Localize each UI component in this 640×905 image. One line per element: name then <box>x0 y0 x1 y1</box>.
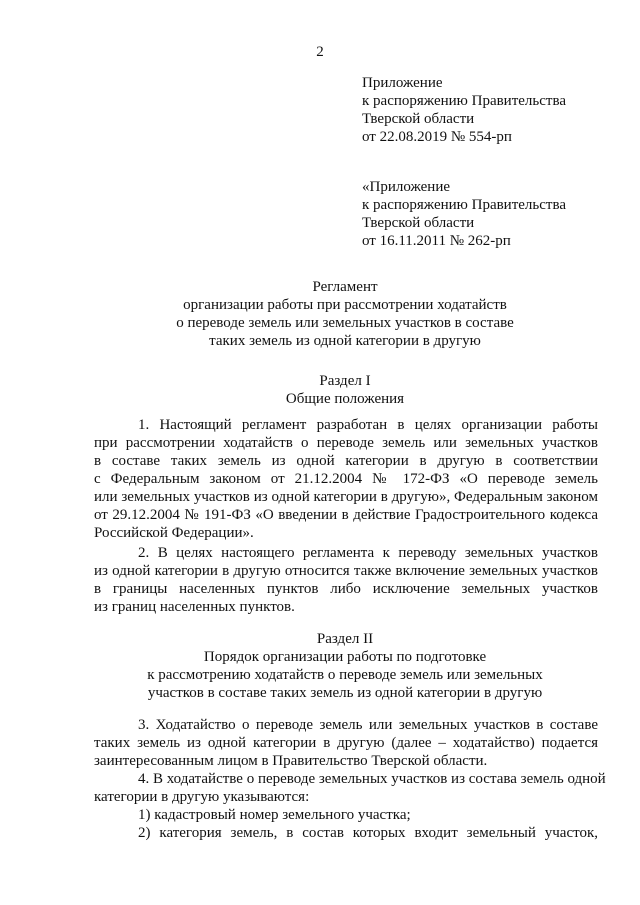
paragraph-line: при рассмотрении ходатайств о переводе земель или земельных участков <box>94 435 598 451</box>
paragraph-line: в границы населенных пунктов либо исключение земельных участков <box>94 581 598 597</box>
appendix-line: к распоряжению Правительства <box>362 93 567 109</box>
paragraph-line: с Федеральным законом от 21.12.2004 № 172-ФЗ «О переводе земель <box>94 471 598 487</box>
appendix-block-current <box>362 74 566 146</box>
section-heading-1 <box>92 372 598 408</box>
list-item-text: 1) кадастровый номер земельного участка; <box>138 807 411 823</box>
paragraph-line: 2. В целях настоящего регламента к переводу земельных участков <box>138 545 598 561</box>
paragraph-line: таких земель из одной категории в другую (далее – ходатайство) подается <box>94 735 598 751</box>
document-title <box>92 278 598 350</box>
section-heading-line: к рассмотрению ходатайств о переводе земель или земельных <box>147 667 543 683</box>
appendix-line: Тверской области <box>362 215 475 231</box>
paragraph-line: 3. Ходатайство о переводе земель или земельных участков в составе <box>138 717 598 733</box>
paragraph-line: заинтересованным лицом в Правительство Тверской области. <box>94 753 488 769</box>
page-number: 2 <box>316 44 324 60</box>
list-item-text: 2) категория земель, в состав которых входит земельный участок, <box>138 825 598 841</box>
appendix-line: Приложение <box>362 75 443 91</box>
section-heading-line: участков в составе таких земель из одной категории в другую <box>147 685 543 701</box>
paragraph-3 <box>94 716 598 770</box>
paragraph-line: в составе таких земель из одной категории в другую в соответствии <box>94 453 598 469</box>
title-line: организации работы при рассмотрении ходатайств <box>183 297 507 313</box>
paragraph-line: от 29.12.2004 № 191-ФЗ «О введении в действие Градостроительного кодекса <box>94 507 598 523</box>
list-item-1 <box>94 806 598 824</box>
section-heading-line: Порядок организации работы по подготовке <box>203 649 487 665</box>
paragraph-line: 1. Настоящий регламент разработан в целях организации работы <box>138 417 598 433</box>
appendix-line: к распоряжению Правительства <box>362 197 567 213</box>
appendix-line: «Приложение <box>362 179 451 195</box>
paragraph-line: или земельных участков из одной категории в другую», Федеральным законом <box>94 489 598 505</box>
paragraph-line: из одной категории в другую относится также включение земельных участков <box>94 563 598 579</box>
paragraph-4 <box>94 770 606 806</box>
title-line: о переводе земель или земельных участков в составе <box>176 315 514 331</box>
paragraph-line: 4. В ходатайстве о переводе земельных участков из состава земель одной <box>138 771 606 787</box>
appendix-line: от 22.08.2019 № 554-рп <box>362 129 512 145</box>
title-line: таких земель из одной категории в другую <box>209 333 481 349</box>
list-item-2 <box>94 824 598 842</box>
paragraph-line: категории в другую указываются: <box>94 789 310 805</box>
title-line: Регламент <box>312 279 378 295</box>
section-heading-line: Раздел I <box>319 373 371 389</box>
paragraph-1 <box>94 416 598 542</box>
appendix-line: от 16.11.2011 № 262-рп <box>362 233 511 249</box>
section-heading-line: Раздел II <box>316 631 374 647</box>
appendix-line: Тверской области <box>362 111 475 127</box>
section-heading-2 <box>92 630 598 702</box>
section-heading-line: Общие положения <box>285 391 405 407</box>
paragraph-line: из границ населенных пунктов. <box>94 599 295 615</box>
appendix-block-original <box>362 178 566 250</box>
paragraph-2 <box>94 544 598 616</box>
paragraph-line: Российской Федерации». <box>94 525 254 541</box>
